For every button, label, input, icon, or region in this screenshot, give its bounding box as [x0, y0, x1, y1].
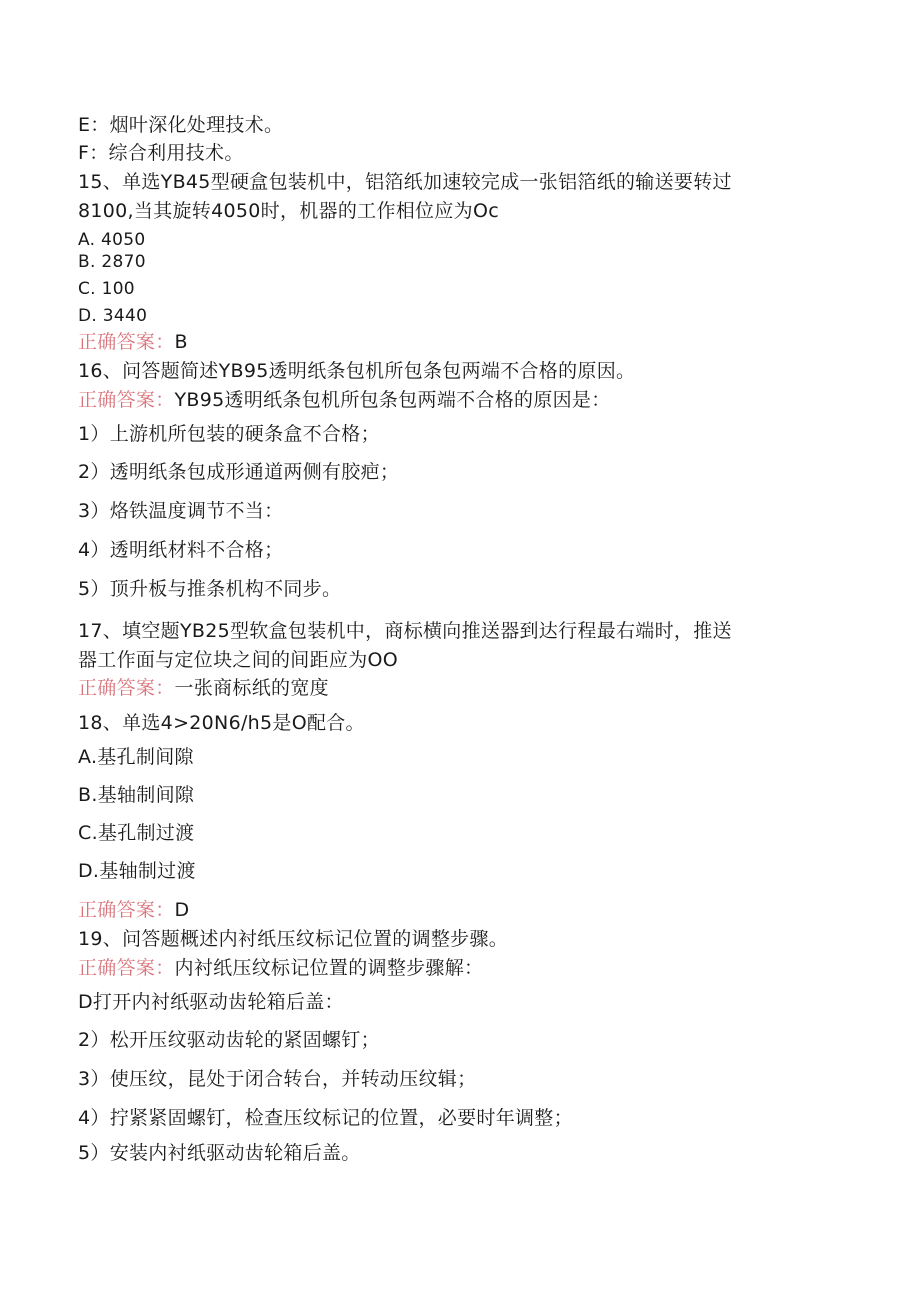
- question-16-item-5: 5）顶升板与推条机构不同步。: [78, 578, 342, 600]
- question-19-item-2: 2）松开压纹驱动齿轮的紧固螺钉；: [78, 1029, 380, 1051]
- question-16: 16、问答题简述YB95透明纸条包机所包条包两端不合格的原因。: [78, 360, 636, 382]
- question-19-answer: 正确答案：内衬纸压纹标记位置的调整步骤解：: [78, 957, 484, 979]
- question-16-item-2: 2）透明纸条包成形通道两侧有胶疤；: [78, 461, 400, 483]
- question-16-item-3: 3）烙铁温度调节不当：: [78, 500, 284, 522]
- question-15-line-2: 8100,当其旋转4050时，机器的工作相位应为Oc: [78, 200, 499, 222]
- question-16-item-4: 4）透明纸材料不合格；: [78, 539, 284, 561]
- question-17-line-1: 17、填空题YB25型软盒包装机中，商标横向推送器到达行程最右端时，推送: [78, 620, 732, 642]
- question-18-option-a: A.基孔制间隙: [78, 746, 194, 768]
- question-18-option-d: D.基轴制过渡: [78, 860, 196, 882]
- answer-label: 正确答案：: [78, 899, 175, 921]
- question-19-item-5: 5）安装内衬纸驱动齿轮箱后盖。: [78, 1142, 361, 1164]
- answer-label: 正确答案：: [78, 331, 175, 353]
- question-15-option-b: B. 2870: [78, 252, 146, 272]
- question-18: 18、单选4>20N6∕h5是O配合。: [78, 712, 365, 734]
- question-19-item-1: D打开内衬纸驱动齿轮箱后盖：: [78, 991, 344, 1013]
- question-19: 19、问答题概述内衬纸压纹标记位置的调整步骤。: [78, 928, 509, 950]
- question-15-answer: 正确答案：B: [78, 331, 188, 353]
- question-15-option-d: D. 3440: [78, 306, 148, 326]
- option-e: E：烟叶深化处理技术。: [78, 114, 284, 136]
- question-17-line-2: 器工作面与定位块之间的间距应为OO: [78, 649, 399, 671]
- answer-label: 正确答案：: [78, 389, 175, 411]
- question-15-option-a: A. 4050: [78, 230, 146, 250]
- question-18-answer: 正确答案：D: [78, 899, 190, 921]
- question-19-item-4: 4）拧紧紧固螺钉，检查压纹标记的位置，必要时年调整；: [78, 1107, 573, 1129]
- question-15-line-1: 15、单选YB45型硬盒包装机中，铝箔纸加速较完成一张铝箔纸的输送要转过: [78, 171, 732, 193]
- question-17-answer: 正确答案：一张商标纸的宽度: [78, 677, 329, 699]
- question-18-option-b: B.基轴制间隙: [78, 784, 195, 806]
- question-18-option-c: C.基孔制过渡: [78, 822, 195, 844]
- question-16-item-1: 1）上游机所包装的硬条盒不合格；: [78, 423, 380, 445]
- question-19-item-3: 3）使压纹，昆处于闭合转台，并转动压纹辑；: [78, 1068, 477, 1090]
- option-f: F：综合利用技术。: [78, 142, 244, 164]
- answer-label: 正确答案：: [78, 677, 175, 699]
- answer-label: 正确答案：: [78, 957, 175, 979]
- question-16-answer: 正确答案：YB95透明纸条包机所包条包两端不合格的原因是：: [78, 389, 611, 411]
- question-15-option-c: C. 100: [78, 279, 135, 299]
